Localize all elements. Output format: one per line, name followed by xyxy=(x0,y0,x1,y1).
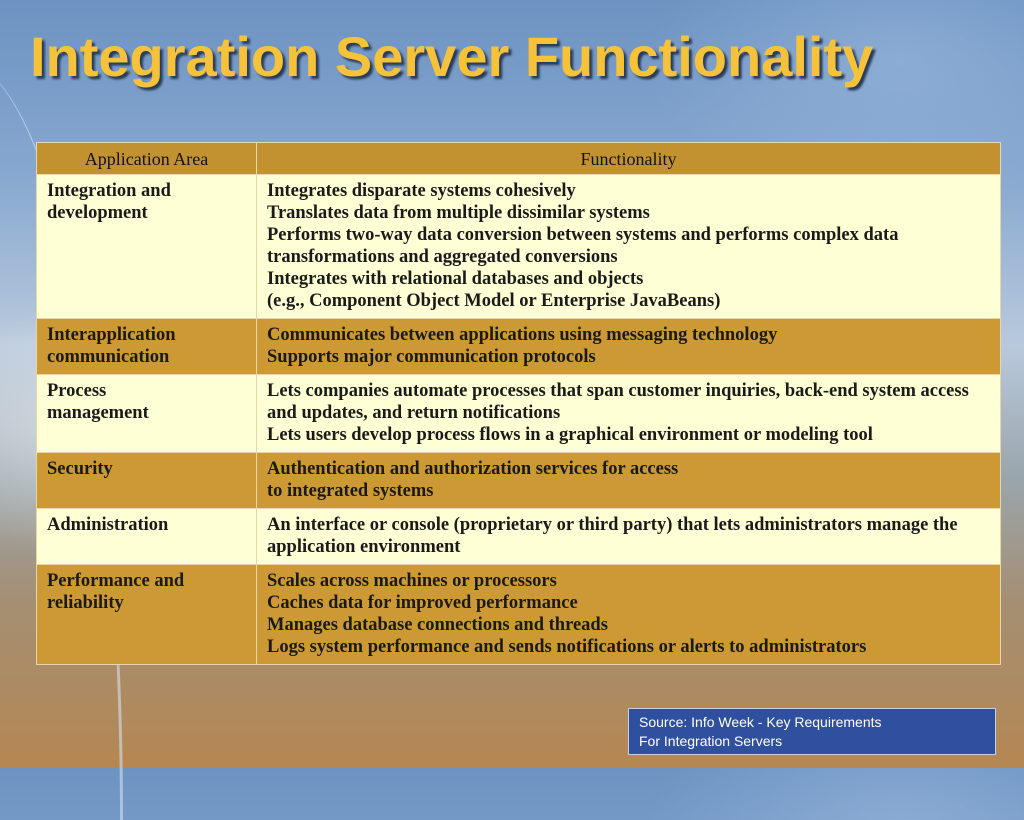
area-cell xyxy=(37,453,257,509)
functionality-line: Manages database connections and threads xyxy=(267,615,608,635)
slide-title: Integration Server Functionality xyxy=(30,25,874,88)
functionality-table xyxy=(36,142,1001,665)
functionality-cell xyxy=(257,509,1001,565)
area-cell xyxy=(37,509,257,565)
functionality-cell xyxy=(257,565,1001,665)
functionality-line: Caches data for improved performance xyxy=(267,593,578,613)
area-cell xyxy=(37,375,257,453)
column-header-application-area: Application Area xyxy=(37,143,257,175)
functionality-line: Scales across machines or processors xyxy=(267,571,557,591)
functionality-line: Translates data from multiple dissimilar systems xyxy=(267,203,650,223)
area-line: reliability xyxy=(47,593,124,613)
table-row xyxy=(37,319,1001,375)
area-cell xyxy=(37,319,257,375)
functionality-line: An interface or console (proprietary or third party) that lets administrators manage the application environment xyxy=(267,515,958,557)
source-line: Source: Info Week - Key Requirements xyxy=(639,714,882,730)
functionality-line: Lets users develop process flows in a graphical environment or modeling tool xyxy=(267,425,873,445)
functionality-line: Supports major communication protocols xyxy=(267,347,596,367)
functionality-cell xyxy=(257,453,1001,509)
area-line: management xyxy=(47,403,149,423)
table-row xyxy=(37,375,1001,453)
area-line: development xyxy=(47,203,148,223)
functionality-line: (e.g., Component Object Model or Enterprise JavaBeans) xyxy=(267,291,721,311)
area-line: communication xyxy=(47,347,170,367)
functionality-cell xyxy=(257,375,1001,453)
functionality-line: to integrated systems xyxy=(267,481,434,501)
functionality-line: Communicates between applications using messaging technology xyxy=(267,325,778,345)
area-line: Interapplication xyxy=(47,325,176,345)
functionality-line: Performs two-way data conversion between systems and performs complex data transformations and aggregated conversions xyxy=(267,225,899,267)
source-note xyxy=(628,708,996,755)
functionality-line: Integrates disparate systems cohesively xyxy=(267,181,576,201)
functionality-line: Authentication and authorization services for access xyxy=(267,459,679,479)
area-line: Process xyxy=(47,381,107,401)
functionality-cell xyxy=(257,319,1001,375)
functionality-line: Logs system performance and sends notifications or alerts to administrators xyxy=(267,637,867,657)
table-row xyxy=(37,175,1001,319)
functionality-line: Integrates with relational databases and objects xyxy=(267,269,644,289)
table-header-row xyxy=(37,143,1001,175)
functionality-cell xyxy=(257,175,1001,319)
area-cell xyxy=(37,565,257,665)
area-line: Performance and xyxy=(47,571,185,591)
area-line: Administration xyxy=(47,515,169,535)
functionality-line: Lets companies automate processes that span customer inquiries, back-end system access and updates, and return notifications xyxy=(267,381,969,423)
table-row xyxy=(37,565,1001,665)
area-line: Integration and xyxy=(47,181,171,201)
column-header-functionality: Functionality xyxy=(257,143,1001,175)
table-row xyxy=(37,453,1001,509)
area-line: Security xyxy=(47,459,113,479)
source-line: For Integration Servers xyxy=(639,733,783,749)
table-row xyxy=(37,509,1001,565)
area-cell xyxy=(37,175,257,319)
